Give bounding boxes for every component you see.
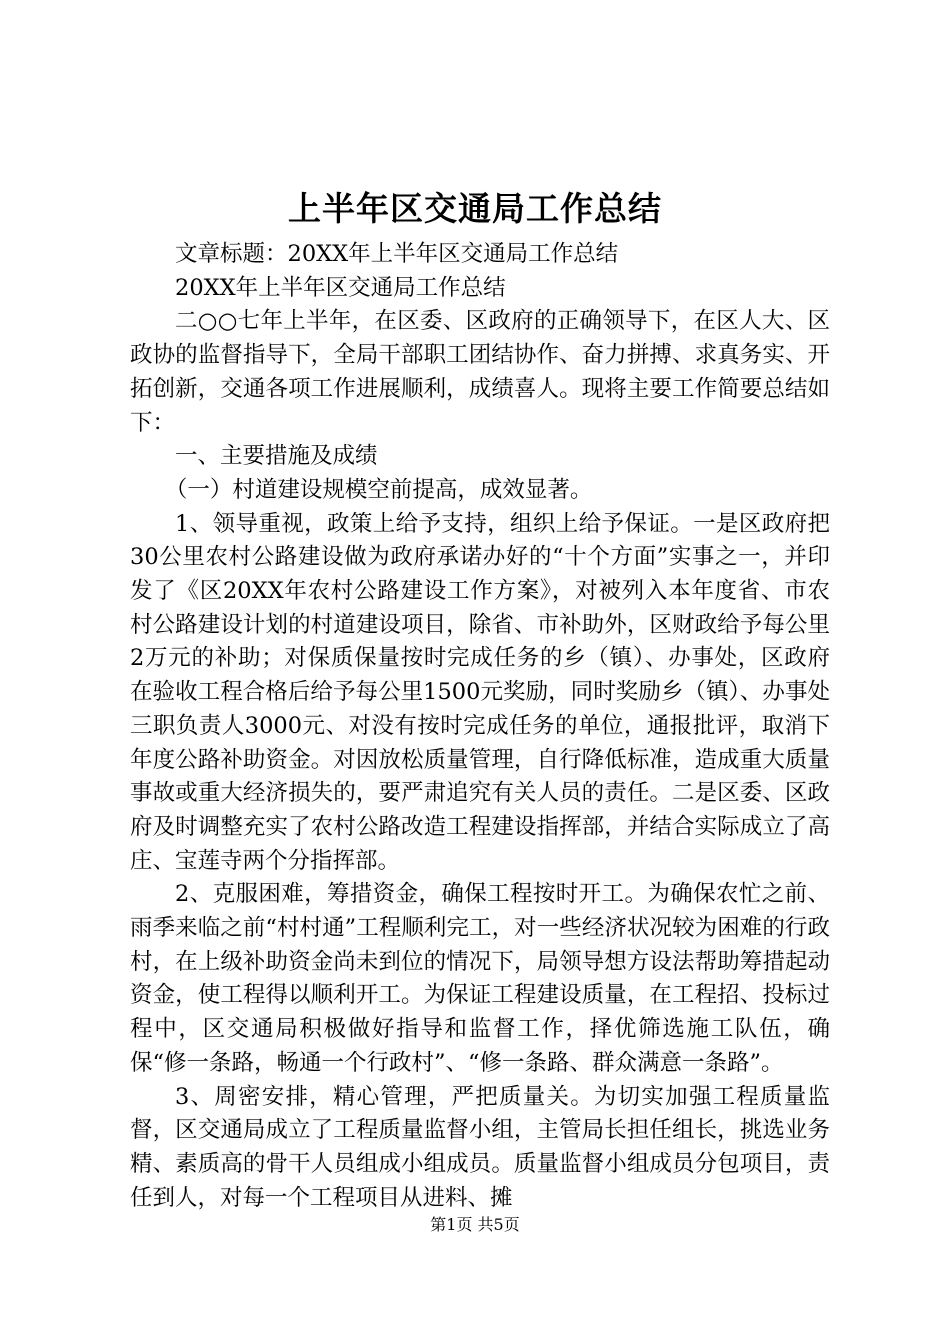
document-body	[130, 238, 830, 1215]
document-title: 上半年区交通局工作总结	[288, 189, 662, 228]
paragraph-1: 1、领导重视，政策上给予支持，组织上给予保证。一是区政府把30公里农村公路建设做为政府承诺办好的“十个方面”实事之一，并印发了《区20XX年农村公路建设工作方案》，对被列入本年度省、市农村公路建设计划的村道建设项目，除省、市补助外，区财政给予每公里2万元的补助；对保质保量按时完成任务的乡（镇）、办事处，区政府在验收工程合格后给予每公里1500元奖励，同时奖励乡（镇）、办事处三职负责人3000元、对没有按时完成任务的单位，通报批评，取消下年度公路补助资金。对因放松质量管理，自行降低标准，造成重大质量事故或重大经济损失的，要严肃追究有关人员的责任。二是区委、区政府及时调整充实了农村公路改造工程建设指挥部，并结合实际成立了高庄、宝莲寺两个分指挥部。	[130, 510, 830, 874]
paragraph-3: 3、周密安排，精心管理，严把质量关。为切实加强工程质量监督，区交通局成立了工程质量监督小组，主管局长担任组长，挑选业务精、素质高的骨干人员组成小组成员。质量监督小组成员分包项目，责任到人，对每一个工程项目从进料、摊	[130, 1083, 830, 1211]
paragraph-2: 2、克服困难，筹措资金，确保工程按时开工。为确保农忙之前、雨季来临之前“村村通”工程顺利完工，对一些经济状况较为困难的行政村，在上级补助资金尚未到位的情况下，局领导想方设法帮助筹措起动资金，使工程得以顺利开工。为保证工程建设质量，在工程招、投标过程中，区交通局积极做好指导和监督工作，择优筛选施工队伍，确保“修一条路，畅通一个行政村”、“修一条路、群众满意一条路”。	[130, 881, 830, 1076]
section-heading: 一、主要措施及成绩	[175, 443, 378, 470]
subsection-heading: （一）村道建设规模空前提高，成效显著。	[164, 476, 593, 503]
article-title-line: 文章标题：20XX年上半年区交通局工作总结	[175, 241, 619, 267]
subtitle-line: 20XX年上半年区交通局工作总结	[175, 274, 506, 301]
intro-paragraph: 二○○七年上半年，在区委、区政府的正确领导下，在区人大、区政协的监督指导下，全局干部职工团结协作、奋力拼搏、求真务实、开拓创新，交通各项工作进展顺利，成绩喜人。现将主要工作简要总结如下：	[130, 308, 830, 436]
page-footer: 第1页 共5页	[430, 1215, 520, 1234]
